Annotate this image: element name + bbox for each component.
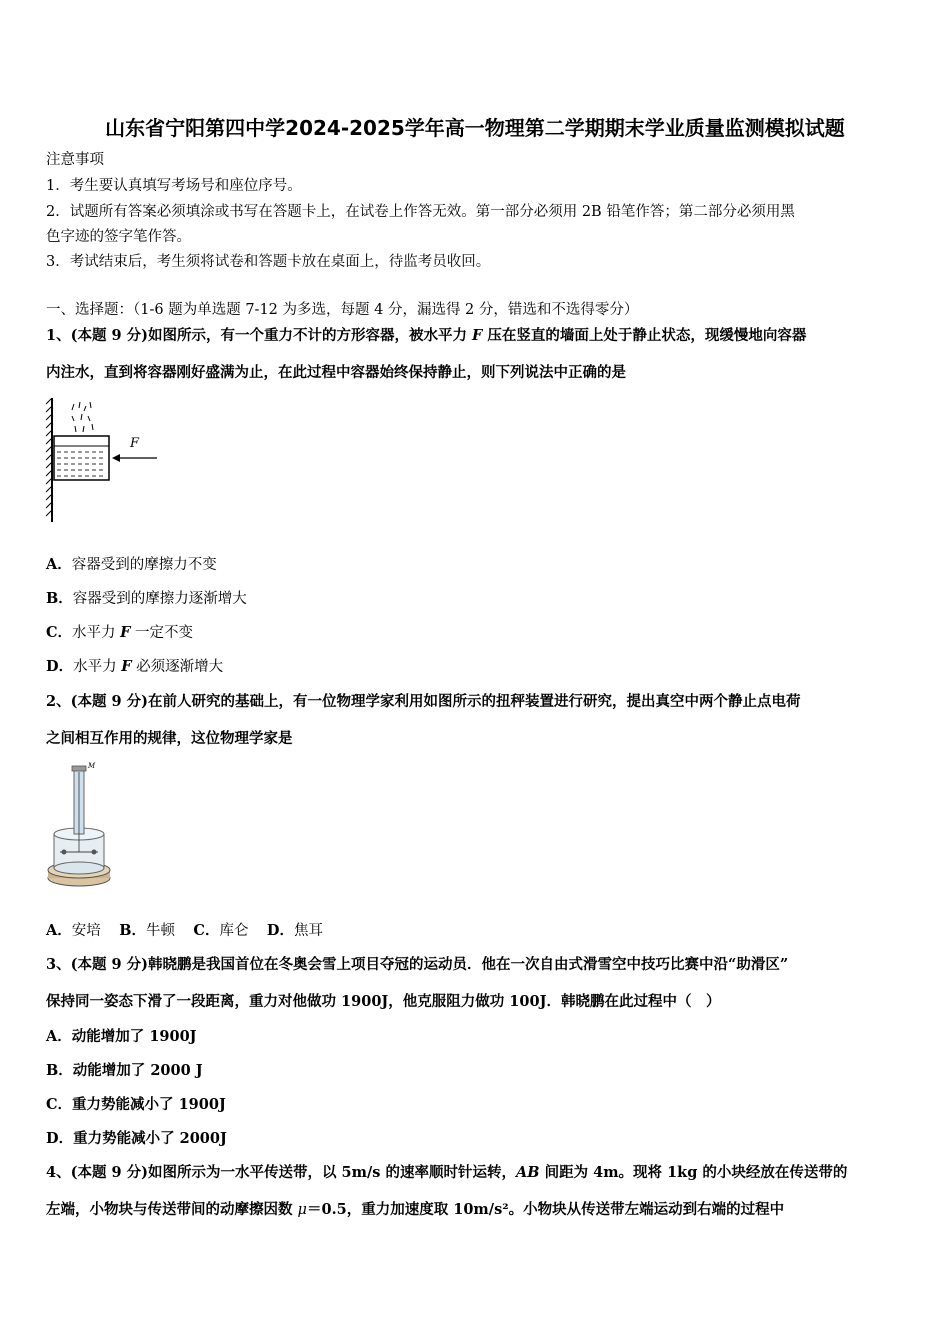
q2-option-d[interactable]: D．焦耳	[266, 922, 323, 939]
q3-score: (本题 9 分)	[70, 956, 148, 973]
q3-option-d[interactable]: D．重力势能减小了 2000J	[46, 1130, 227, 1147]
balance-label: M	[88, 762, 96, 770]
q2-option-c[interactable]: C．库仑	[193, 922, 249, 939]
page-title: 山东省宁阳第四中学2024-2025学年高一物理第二学期期末学业质量监测模拟试题	[105, 116, 845, 140]
q4-line1	[46, 1163, 906, 1183]
q1-option-c[interactable]: C．水平力 F 一定不变	[46, 624, 194, 641]
q1-option-a[interactable]: A．容器受到的摩擦力不变	[46, 556, 217, 573]
q2-option-a[interactable]: A．安培	[46, 922, 101, 939]
q1-text-b: 压在竖直的墙面上处于静止状态，现缓慢地向容器	[482, 327, 807, 344]
q1-option-b[interactable]: B．容器受到的摩擦力逐渐增大	[46, 590, 247, 607]
force-label: F	[130, 436, 140, 451]
q4-text-d: ＝0.5，重力加速度取 10m/s²。小物块从传送带左端运动到右端的过程中	[306, 1201, 785, 1218]
notice-item-2-cont: 色字迹的签字笔作答。	[46, 229, 191, 245]
q2-line1	[46, 692, 906, 712]
notice-heading: 注意事项	[46, 152, 104, 168]
water-drops-icon	[72, 402, 93, 432]
q4-ab-symbol: AB	[516, 1164, 540, 1181]
q1-number: 1、	[46, 327, 71, 344]
q1-wall-container-figure	[42, 396, 167, 526]
q2-text: 在前人研究的基础上，有一位物理学家利用如图所示的扭秤装置进行研究，提出真空中两个静止点电荷	[148, 693, 801, 710]
q4-mu-symbol: μ	[297, 1202, 307, 1218]
q1-text-a: 如图所示，有一个重力不计的方形容器，被水平力	[148, 327, 473, 344]
q3-number: 3、	[46, 956, 71, 973]
q2-torsion-balance-figure	[44, 760, 114, 892]
q3-line2: 保持同一姿态下滑了一段距离，重力对他做功 1900J，他克服阻力做功 100J．韩晓鹏在此过程中（ ）	[46, 993, 721, 1010]
force-arrow	[112, 436, 157, 462]
q3-option-b[interactable]: B．动能增加了 2000 J	[46, 1062, 203, 1079]
q1-force-symbol: F	[472, 327, 483, 344]
q1-line2: 内注水，直到将容器刚好盛满为止，在此过程中容器始终保持静止，则下列说法中正确的是	[46, 364, 626, 381]
q4-text-c: 左端，小物块与传送带间的动摩擦因数	[46, 1201, 298, 1218]
notice-item-1: 1．考生要认真填写考场号和座位序号。	[46, 178, 302, 194]
container-box	[54, 436, 109, 480]
q4-number: 4、	[46, 1164, 71, 1181]
section-heading: 一、选择题：（1-6 题为单选题 7-12 为多选，每题 4 分，漏选得 2 分，错选和不选得零分）	[46, 302, 639, 318]
q2-number: 2、	[46, 693, 71, 710]
q3-line1	[46, 955, 906, 975]
q4-line2	[46, 1200, 906, 1220]
q1-score: (本题 9 分)	[70, 327, 148, 344]
q2-options	[46, 921, 906, 941]
notice-item-2: 2．试题所有答案必须填涂或书写在答题卡上，在试卷上作答无效。第一部分必须用 2B 铅笔作答；第二部分必须用黑	[46, 204, 795, 220]
q3-text: 韩晓鹏是我国首位在冬奥会雪上项目夺冠的运动员．他在一次自由式滑雪空中技巧比赛中沿“助滑区”	[148, 956, 789, 973]
q3-option-c[interactable]: C．重力势能减小了 1900J	[46, 1096, 226, 1113]
q1-option-d[interactable]: D．水平力 F 必须逐渐增大	[46, 658, 224, 675]
notice-item-3: 3．考试结束后，考生须将试卷和答题卡放在桌面上，待监考员收回。	[46, 254, 491, 270]
q2-line2: 之间相互作用的规律，这位物理学家是	[46, 730, 293, 747]
wall-hatching	[46, 398, 52, 522]
q2-option-b[interactable]: B．牛顿	[119, 922, 175, 939]
q4-text-b: 间距为 4m。现将 1kg 的小块经放在传送带的	[539, 1164, 848, 1181]
q4-score: (本题 9 分)	[70, 1164, 148, 1181]
q4-text-a: 如图所示为一水平传送带，以 5m/s 的速率顺时针运转，	[148, 1164, 516, 1181]
q3-option-a[interactable]: A．动能增加了 1900J	[46, 1028, 197, 1045]
q2-score: (本题 9 分)	[70, 693, 148, 710]
q1-line1	[46, 326, 906, 346]
